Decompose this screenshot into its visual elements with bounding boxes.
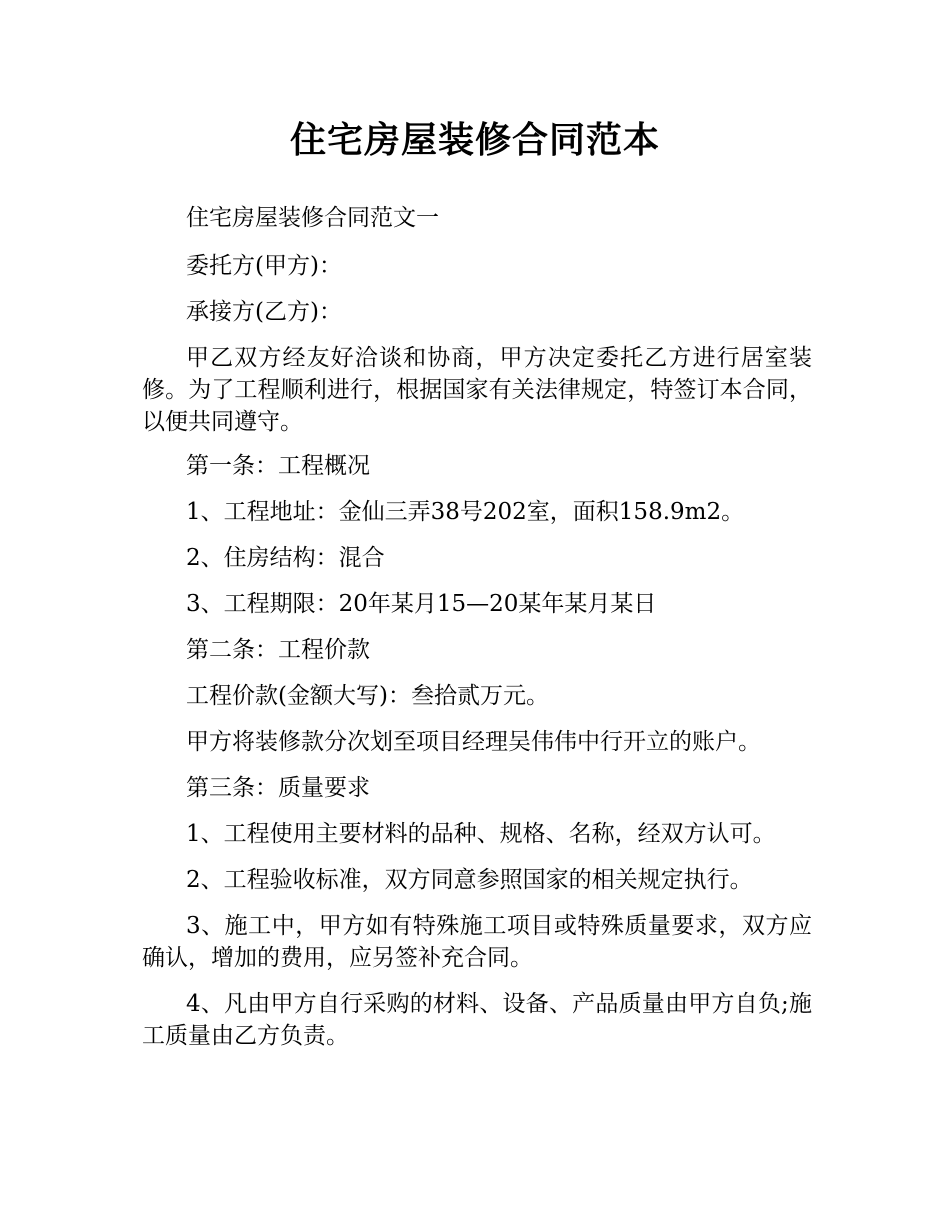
paragraph-article-1: 第一条：工程概况 (186, 453, 370, 479)
paragraph-quality-2: 2、工程验收标准，双方同意参照国家的相关规定执行。 (186, 867, 753, 893)
paragraph-party-a: 委托方(甲方)： (186, 253, 342, 279)
paragraph-contract-heading: 住宅房屋装修合同范文一 (186, 205, 439, 231)
paragraph-housing-structure: 2、住房结构：混合 (186, 545, 385, 571)
paragraph-project-price: 工程价款(金额大写)：叁拾贰万元。 (186, 683, 549, 709)
document-title: 住宅房屋装修合同范本 (289, 120, 660, 161)
paragraph-article-2: 第二条：工程价款 (186, 637, 370, 663)
paragraph-article-3: 第三条：质量要求 (186, 775, 370, 801)
paragraph-preamble: 甲乙双方经友好洽谈和协商，甲方决定委托乙方进行居室装修。为了工程顺利进行，根据国家有关法律规定，特签订本合同，以便共同遵守。 (142, 345, 812, 435)
paragraph-quality-4: 4、凡由甲方自行采购的材料、设备、产品质量由甲方自负;施工质量由乙方负责。 (142, 991, 812, 1049)
paragraph-project-address: 1、工程地址：金仙三弄38号202室，面积158.9m2。 (186, 499, 745, 525)
paragraph-quality-1: 1、工程使用主要材料的品种、规格、名称，经双方认可。 (186, 821, 776, 847)
paragraph-payment: 甲方将装修款分次划至项目经理吴伟伟中行开立的账户。 (186, 729, 761, 755)
paragraph-party-b: 承接方(乙方)： (186, 299, 342, 325)
paragraph-quality-3: 3、施工中，甲方如有特殊施工项目或特殊质量要求，双方应确认，增加的费用，应另签补充合同。 (142, 913, 812, 971)
paragraph-project-period: 3、工程期限：20年某月15—20某年某月某日 (186, 591, 657, 617)
